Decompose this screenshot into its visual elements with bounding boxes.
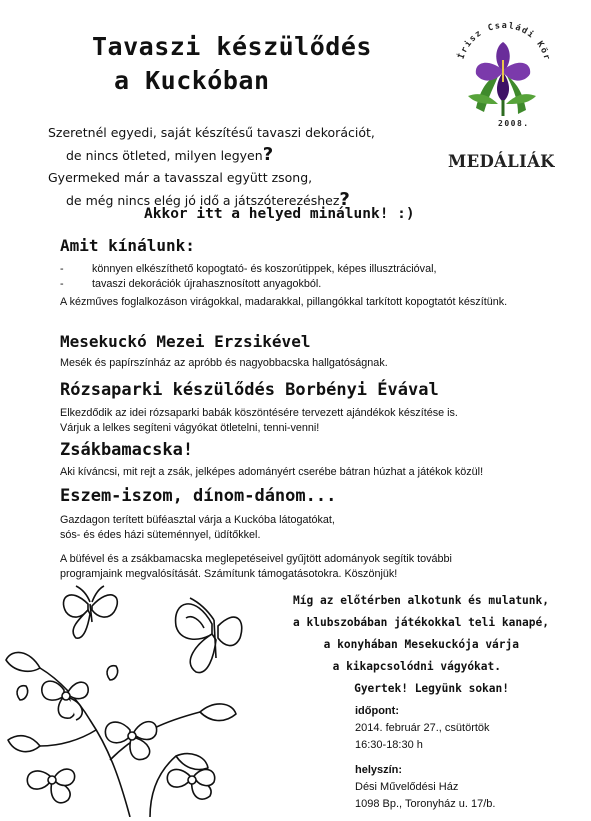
logo-ring-text: Írisz Családi Kör [456, 20, 552, 63]
title-line-1: Tavaszi készülődés [92, 32, 372, 61]
medaliak-logo: MEDÁLIÁK [448, 152, 555, 171]
section-heading-zsakbamacska: Zsákbamacska! [60, 440, 194, 460]
closing-line: Gyertek! Legyünk sokan! [354, 682, 509, 695]
logo-year: 2008. [498, 119, 530, 128]
section-heading-mesekucko: Mesekuckó Mezei Erzsikével [60, 332, 311, 351]
intro-qmark-1: ? [262, 144, 274, 165]
event-time: 16:30-18:30 h [355, 739, 423, 751]
title-line-2: a Kuckóban [114, 66, 270, 95]
closing-line: a klubszobában játékokkal teli kanapé, [293, 616, 549, 629]
offer-block [60, 262, 560, 310]
closing-verse [219, 590, 549, 700]
donation-line-2: programjaink megvalósítását. Számítunk támogatásotokra. Köszönjük! [60, 568, 398, 580]
section-text-mesekucko: Mesék és papírszínház az apróbb és nagyobbacska hallgatóságnak. [60, 357, 388, 369]
flower-icon [167, 769, 214, 799]
event-venue: Dési Művelődési Ház [355, 781, 459, 793]
section-heading-eszem-iszom: Eszem-iszom, dínom-dánom... [60, 486, 337, 506]
page-title [92, 30, 372, 98]
closing-line: a kikapcsolódni vágyókat. [332, 660, 501, 673]
where-label: helyszín: [355, 764, 403, 776]
intro-tagline: Akkor itt a helyed minálunk! :) [144, 206, 415, 222]
section-text-eszem-iszom-2: sós- és édes házi süteménnyel, üdítőkkel. [60, 529, 261, 541]
closing-line: a konyhában Mesekuckója várja [323, 638, 519, 651]
offer-bullet: - tavaszi dekorációk újrahasznosított anyagokból. [60, 277, 560, 292]
section-text-rozsaparki-2: Várjuk a lelkes segíteni vágyókat ötletelni, tenni-venni! [60, 422, 320, 434]
section-text-eszem-iszom-1: Gazdagon terített büféasztal várja a Kuckóba látogatókat, [60, 514, 335, 526]
intro-line-2: de nincs ötleted, milyen legyen [66, 148, 263, 163]
event-address: 1098 Bp., Toronyház u. 17/b. [355, 798, 496, 810]
event-where [355, 762, 495, 813]
irisz-logo [448, 12, 558, 130]
section-text-rozsaparki-1: Elkezdődik az idei rózsaparki babák köszöntésére tervezett ajándékok készítése is. [60, 407, 458, 419]
intro-qmark-2: ? [339, 189, 350, 210]
intro-line-3: Gyermeked már a tavasszal együtt zsong, [48, 170, 313, 185]
offer-text: A kézműves foglalkozáson virágokkal, madarakkal, pillangókkal tarkított kopogtatót készítünk. [60, 296, 508, 308]
offer-bullet-list [60, 262, 560, 292]
iris-flower-icon [448, 12, 558, 130]
butterfly-icon [63, 586, 117, 638]
offer-heading: Amit kínálunk: [60, 236, 195, 255]
flower-icon [27, 769, 74, 803]
donation-line-1: A büfével és a zsákbamacska meglepetéseivel gyűjtött adományok segítik további [60, 553, 452, 565]
intro-line-4: de még nincs elég jó idő a játszóterezéshez [66, 193, 340, 208]
section-text-zsakbamacska: Aki kíváncsi, mit rejt a zsák, jelképes adományért cserébe bátran húzhat a játékok közül! [60, 466, 484, 478]
offer-bullet: - könnyen elkészíthető kopogtató- és koszorútippek, képes illusztrációval, [60, 262, 560, 277]
closing-line: Míg az előtérben alkotunk és mulatunk, [293, 594, 549, 607]
flower-icon [105, 722, 156, 760]
when-label: időpont: [355, 705, 399, 717]
event-when [355, 703, 490, 754]
event-date: 2014. február 27., csütörtök [355, 722, 490, 734]
intro-line-1: Szeretnél egyedi, saját készítésű tavaszi dekorációt, [48, 125, 375, 140]
intro-block [48, 122, 428, 212]
section-heading-rozsaparki: Rózsaparki készülődés Borbényi Évával [60, 380, 439, 400]
